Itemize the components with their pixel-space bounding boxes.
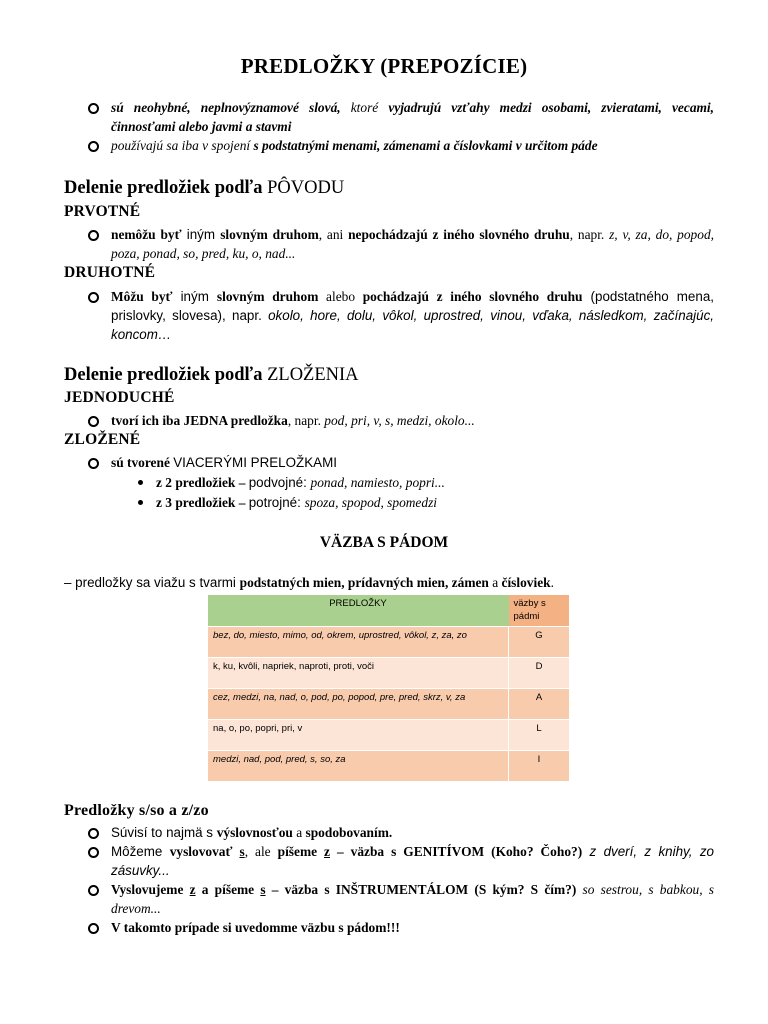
text-span: sú tvorené (111, 455, 174, 470)
text-span: z (324, 844, 330, 859)
text-span: iným (181, 227, 221, 242)
text-span: potrojné: (248, 495, 305, 510)
text-span: z 2 predložiek (156, 475, 236, 490)
text-span: , ale (244, 844, 278, 859)
bullet-icon (88, 416, 99, 427)
table-row (208, 720, 570, 751)
table-cell: cez, medzi, na, nad, o, pod, po, popod, pre, pred, skrz, v, za (208, 689, 509, 720)
bullet-icon (88, 847, 99, 858)
list-item (88, 411, 714, 430)
table-row (208, 658, 570, 689)
text-span: pod, pri, v, s, medzi, okolo... (324, 413, 475, 428)
text-span: vyslovovať (169, 844, 240, 859)
text-span: spodobovaním. (305, 825, 393, 840)
text-span: – predložky sa viažu s tvarmi (64, 575, 240, 590)
text-span: ponad, namiesto, popri... (310, 475, 445, 490)
text-span: sú neohybné, neplnovýznamové slová, (111, 100, 341, 115)
table-cell: k, ku, kvôli, napriek, naproti, proti, voči (208, 658, 509, 689)
subheading-zlozene: ZLOŽENÉ (64, 431, 141, 448)
text-span: , ani (318, 227, 349, 242)
table-header-cell: väzby s pádmi (509, 595, 570, 627)
text-span: slovným druhom (220, 227, 319, 242)
subheading-druhotne: DRUHOTNÉ (64, 264, 156, 281)
text-span: alebo (318, 289, 363, 304)
prvotne-list (88, 225, 714, 263)
zlozene-list (88, 453, 714, 472)
text-span: ktoré (340, 100, 389, 115)
text-span: – väzba s INŠTRUMENTÁLOM (S kým? S čím?) (265, 882, 577, 897)
text-span: okolo, hore, dolu, vôkol, uprostred, vinou, vďaka, následkom, začínajúc, koncom… (111, 308, 715, 342)
heading-text: PÔVODU (267, 178, 345, 198)
text-span: pochádzajú z iného slovného druhu (362, 289, 583, 304)
text-span: z 3 predložiek (156, 495, 236, 510)
bullet-icon (88, 292, 99, 303)
section-heading-povod (64, 178, 344, 199)
section-heading-vazba: VÄZBA S PÁDOM (319, 534, 449, 551)
list-item (138, 493, 698, 513)
bullet-icon (138, 480, 143, 485)
text-span: – (235, 495, 249, 510)
table-header-cell: PREDLOŽKY (208, 595, 509, 627)
text-span: so sestrou, s babkou, s drevom... (111, 882, 714, 916)
intro-list (88, 98, 714, 155)
bullet-icon (88, 230, 99, 241)
text-span: , napr. (287, 413, 325, 428)
vazba-intro (64, 575, 724, 591)
text-span: z, v, za, do, popod, poza, ponad, so, pred, ku, o, nad... (111, 227, 714, 261)
text-span: s (239, 844, 245, 859)
text-span: nemôžu byť (111, 227, 182, 242)
list-item (88, 136, 714, 155)
text-span: z (189, 882, 196, 897)
text-span: spoza, spopod, spomedzi (304, 495, 438, 510)
table-row (208, 751, 570, 782)
bullet-icon (88, 141, 99, 152)
section-heading-sso: Predložky s/so a z/zo (64, 802, 209, 819)
heading-text: ZLOŽENIA (267, 365, 359, 385)
vazba-table (207, 595, 569, 781)
text-span: a (488, 575, 502, 590)
list-item (88, 98, 714, 136)
bullet-icon (138, 500, 143, 505)
text-span: podstatných mien, prídavných mien, zámen (239, 575, 489, 590)
text-span: iným (172, 289, 217, 304)
table-row (208, 689, 570, 720)
zlozene-sublist (138, 473, 698, 513)
text-span: vyjadrujú vzťahy medzi osobami, zvieratami, vecami, činnosťami alebo javmi a stavmi (111, 100, 714, 134)
list-item (88, 918, 714, 937)
sso-list (88, 823, 714, 937)
table-cell: D (509, 658, 570, 689)
text-span: a (292, 825, 306, 840)
bullet-icon (88, 103, 99, 114)
list-item (88, 880, 714, 918)
list-item (138, 473, 698, 493)
table-cell: na, o, po, popri, pri, v (208, 720, 509, 751)
section-heading-zlozenie (64, 365, 359, 386)
text-span: – väzba s GENITÍVOM (Koho? Čoho?) (329, 844, 583, 859)
subheading-jednoduche: JEDNODUCHÉ (64, 389, 175, 406)
text-span: a píšeme (195, 882, 261, 897)
table-cell: A (509, 689, 570, 720)
list-item (88, 225, 714, 263)
table-cell: L (509, 720, 570, 751)
text-span: VIACERÝMI PRELOŽKAMI (173, 455, 337, 470)
table-cell: G (509, 627, 570, 658)
table-cell: I (509, 751, 570, 782)
druhotne-list (88, 287, 714, 344)
text-span: s podstatnými menami, zámenami a číslovkami v určitom páde (253, 138, 598, 153)
text-span: Môžeme (111, 844, 170, 859)
list-item (88, 287, 714, 344)
heading-text: Delenie predložiek podľa (64, 365, 268, 385)
subheading-prvotne: PRVOTNÉ (64, 203, 141, 220)
table-cell: bez, do, miesto, mimo, od, okrem, uprostred, vôkol, z, za, zo (208, 627, 509, 658)
bullet-icon (88, 885, 99, 896)
text-span: . (550, 575, 554, 590)
list-item (88, 823, 714, 842)
table-row (208, 627, 570, 658)
heading-text: Delenie predložiek podľa (64, 178, 268, 198)
list-item (88, 453, 714, 472)
text-span: podvojné: (248, 475, 311, 490)
text-span: Vyslovujeme (111, 882, 190, 897)
text-span: nepochádzajú z iného slovného druhu (348, 227, 570, 242)
table-header-row (208, 595, 570, 627)
bullet-icon (88, 828, 99, 839)
page-title: PREDLOŽKY (PREPOZÍCIE) (240, 54, 528, 78)
text-span: , napr. (569, 227, 610, 242)
text-span: tvorí ich iba JEDNA predložka (111, 413, 288, 428)
text-span: Súvisí to najmä s (111, 825, 217, 840)
jednoduche-list (88, 411, 714, 430)
text-span: – (235, 475, 249, 490)
text-span: Môžu byť (111, 289, 173, 304)
text-span: čísloviek (501, 575, 551, 590)
table-cell: medzi, nad, pod, pred, s, so, za (208, 751, 509, 782)
text-span: s (260, 882, 266, 897)
text-span: používajú sa iba v spojení (111, 138, 254, 153)
text-span: (podstatného mena, prislovky, slovesa), napr. (111, 289, 714, 323)
text-span: výslovnosťou (216, 825, 293, 840)
bullet-icon (88, 458, 99, 469)
text-span: z dverí, z knihy, zo zásuvky... (111, 844, 714, 878)
text-span: V takomto prípade si uvedomme väzbu s pádom!!! (111, 920, 400, 935)
list-item (88, 842, 714, 880)
text-span: slovným druhom (216, 289, 319, 304)
bullet-icon (88, 923, 99, 934)
text-span: píšeme (277, 844, 325, 859)
